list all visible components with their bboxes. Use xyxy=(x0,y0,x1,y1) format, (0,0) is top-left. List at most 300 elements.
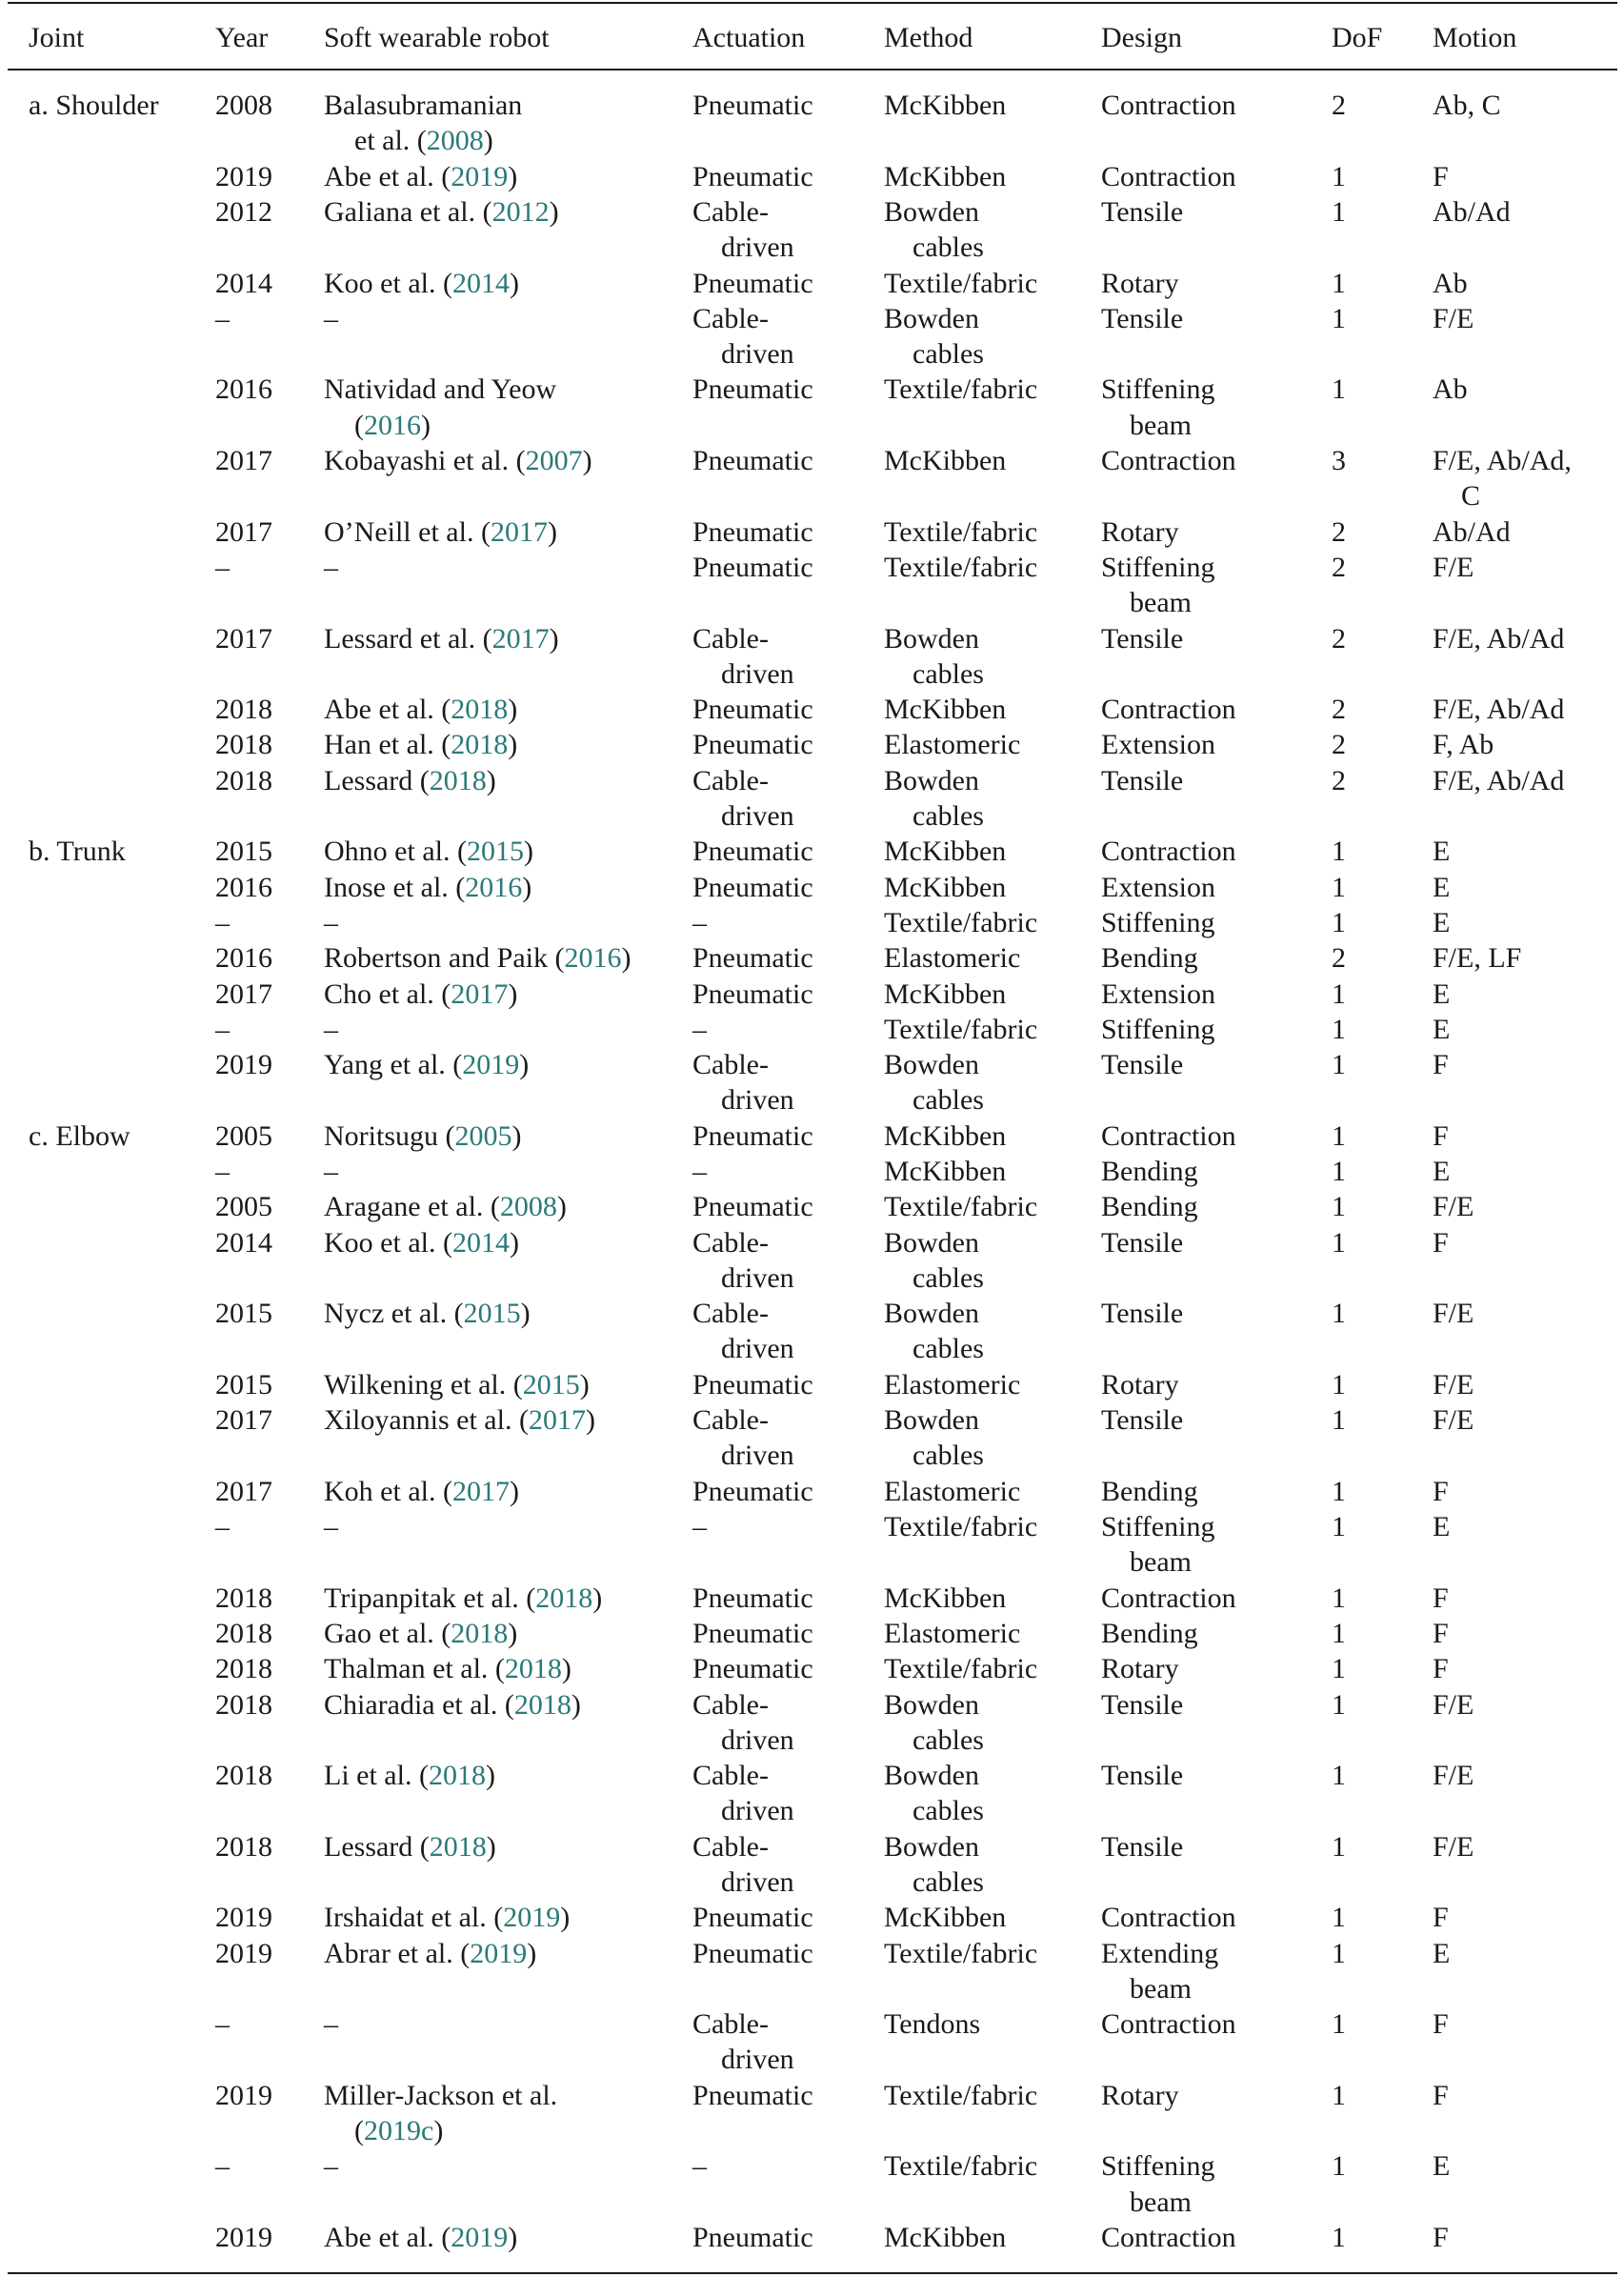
design-cell xyxy=(1101,1296,1183,1331)
motion-cell xyxy=(1433,870,1450,905)
robot-line xyxy=(324,2150,338,2182)
actuation-cell-line: Pneumatic xyxy=(692,942,813,975)
actuation-cell xyxy=(692,88,813,123)
actuation-cell-line: Pneumatic xyxy=(692,1937,813,1969)
actuation-cell xyxy=(692,834,813,869)
citation-year-link[interactable]: 2015 xyxy=(463,1298,521,1330)
method-cell-line: cables xyxy=(912,799,984,832)
motion-cell xyxy=(1433,977,1450,1012)
robot-cell xyxy=(324,727,517,762)
motion-cell xyxy=(1433,1687,1474,1723)
design-cell-line: Contraction xyxy=(1101,1902,1236,1934)
robot-cell xyxy=(324,1581,602,1616)
motion-cell xyxy=(1433,372,1468,407)
actuation-cell-line: Pneumatic xyxy=(692,1617,813,1649)
motion-cell-line: E xyxy=(1433,1511,1451,1542)
motion-cell xyxy=(1433,2220,1449,2255)
robot-cell xyxy=(324,194,559,230)
robot-text: Gao et al. ( xyxy=(324,1617,451,1649)
motion-cell xyxy=(1433,1367,1474,1402)
design-cell xyxy=(1101,1189,1198,1224)
citation-year-link[interactable]: 2017 xyxy=(451,1475,510,1507)
motion-cell-line: F/E xyxy=(1433,1298,1474,1330)
citation-year-link[interactable]: 2018 xyxy=(429,764,487,796)
robot-cell xyxy=(324,550,338,585)
method-cell-line: McKibben xyxy=(884,1119,1007,1152)
motion-cell-line: F xyxy=(1433,1049,1449,1081)
method-cell xyxy=(884,1047,984,1118)
citation-close: ) xyxy=(523,836,533,868)
citation-year-link[interactable]: 2014 xyxy=(451,267,510,299)
method-cell-line: McKibben xyxy=(884,1156,1007,1187)
method-cell-line: McKibben xyxy=(884,2222,1007,2253)
robot-text: Miller-Jackson et al. xyxy=(324,2079,558,2111)
actuation-cell xyxy=(692,514,813,550)
dof-cell: 1 xyxy=(1332,1191,1346,1223)
design-cell xyxy=(1101,1936,1218,2007)
robot-text: Abe et al. ( xyxy=(324,160,451,192)
citation-close: ) xyxy=(509,1475,519,1507)
actuation-cell xyxy=(692,977,813,1012)
robot-text: Koo et al. ( xyxy=(324,1226,452,1259)
method-cell xyxy=(884,1296,984,1367)
method-cell-line: Textile/fabric xyxy=(884,515,1038,548)
robot-cell xyxy=(324,1189,567,1224)
robot-line xyxy=(324,1902,570,1933)
motion-cell xyxy=(1433,1474,1449,1509)
motion-cell-line: F xyxy=(1433,160,1449,192)
method-cell xyxy=(884,727,1020,762)
year-cell: 2017 xyxy=(215,622,272,655)
actuation-cell xyxy=(692,940,813,976)
method-cell-line: Textile/fabric xyxy=(884,1653,1038,1685)
citation-year-link[interactable]: 2019 xyxy=(503,1902,561,1934)
citation-year-link[interactable]: 2018 xyxy=(504,1653,562,1685)
dof-cell: 1 xyxy=(1332,1511,1346,1542)
year-cell: 2015 xyxy=(215,1298,272,1330)
citation-close: ) xyxy=(571,1688,581,1721)
design-cell xyxy=(1101,1509,1214,1581)
actuation-cell xyxy=(692,1509,707,1544)
design-cell xyxy=(1101,905,1214,940)
robot-text: Abrar et al. ( xyxy=(324,1937,471,1969)
robot-line xyxy=(324,1618,517,1649)
actuation-cell-line: driven xyxy=(721,1261,794,1294)
year-cell: 2019 xyxy=(215,2079,272,2111)
citation-close: ) xyxy=(582,445,592,476)
motion-cell-line: E xyxy=(1433,1937,1451,1969)
robot-line xyxy=(324,303,338,334)
citation-year-link[interactable]: 2019 xyxy=(462,1049,520,1081)
header-design: Design xyxy=(1101,22,1182,53)
actuation-cell xyxy=(692,1687,794,1759)
method-cell-line: Elastomeric xyxy=(884,1617,1021,1649)
citation-year-link[interactable]: 2018 xyxy=(451,694,509,726)
year-cell: – xyxy=(215,302,230,334)
year-cell: 2018 xyxy=(215,1830,272,1863)
method-cell-line: Bowden xyxy=(884,1830,979,1863)
dof-cell: 1 xyxy=(1332,836,1346,868)
design-cell xyxy=(1101,1651,1179,1686)
citation-year-link[interactable]: 2018 xyxy=(429,1830,487,1863)
citation-close: ) xyxy=(579,1368,590,1400)
motion-cell-line: E xyxy=(1433,1156,1451,1187)
actuation-cell-line: Cable- xyxy=(692,622,769,655)
citation-year-link[interactable]: 2014 xyxy=(451,1226,510,1259)
robot-line xyxy=(324,2008,338,2040)
citation-year-link[interactable]: 2015 xyxy=(466,836,524,868)
robot-cell xyxy=(324,977,517,1012)
design-cell-line: Tensile xyxy=(1101,1760,1184,1792)
design-cell-line: Tensile xyxy=(1101,302,1184,334)
method-cell xyxy=(884,1189,1037,1224)
motion-cell-line: F/E, LF xyxy=(1433,942,1522,975)
robot-cell xyxy=(324,621,559,656)
citation-close: ) xyxy=(433,2115,444,2147)
citation-year-link[interactable]: 2019 xyxy=(470,1937,528,1969)
design-cell xyxy=(1101,940,1198,976)
method-cell xyxy=(884,870,1006,905)
year-cell: 2014 xyxy=(215,267,272,299)
citation-year-link[interactable]: 2017 xyxy=(490,515,548,548)
year-cell: 2018 xyxy=(215,694,272,726)
design-cell xyxy=(1101,194,1183,230)
actuation-cell-line: – xyxy=(692,906,707,938)
design-cell xyxy=(1101,2006,1236,2042)
year-cell: 2005 xyxy=(215,1119,272,1152)
dof-cell: 1 xyxy=(1332,1475,1346,1507)
actuation-cell-line: Cable- xyxy=(692,1830,769,1863)
header-actuation: Actuation xyxy=(692,22,806,53)
actuation-cell-line: Pneumatic xyxy=(692,515,813,548)
dof-cell: 3 xyxy=(1332,445,1346,476)
method-cell xyxy=(884,1118,1006,1154)
robot-text: Chiaradia et al. ( xyxy=(324,1688,514,1721)
robot-cell xyxy=(324,1402,595,1438)
method-cell xyxy=(884,372,1037,407)
motion-cell xyxy=(1433,1509,1450,1544)
citation-year-link[interactable]: 2016 xyxy=(564,942,622,975)
motion-cell xyxy=(1433,1651,1449,1686)
robot-text: Lessard et al. ( xyxy=(324,622,492,655)
citation-year-link[interactable]: 2019 xyxy=(451,160,509,192)
motion-cell xyxy=(1433,1581,1449,1616)
design-cell-line: Tensile xyxy=(1101,1688,1184,1721)
citation-year-link[interactable]: 2019c xyxy=(364,2115,434,2147)
citation-year-link[interactable]: 2007 xyxy=(525,445,583,476)
actuation-cell xyxy=(692,301,794,373)
header-dof: DoF xyxy=(1332,22,1383,53)
year-cell: 2015 xyxy=(215,1368,272,1400)
year-cell: 2016 xyxy=(215,871,272,903)
design-cell-line: Tensile xyxy=(1101,1404,1184,1437)
motion-cell-line: F/E xyxy=(1433,1830,1474,1863)
year-cell: 2018 xyxy=(215,1653,272,1685)
method-cell xyxy=(884,1581,1006,1616)
design-cell xyxy=(1101,1687,1183,1723)
robot-line xyxy=(324,1227,519,1259)
year-cell: 2017 xyxy=(215,1404,272,1437)
design-cell xyxy=(1101,1225,1183,1260)
robot-line xyxy=(324,1511,338,1542)
method-cell-line: cables xyxy=(912,1084,984,1117)
motion-cell-line: E xyxy=(1433,906,1451,938)
citation-close: ) xyxy=(561,1653,571,1685)
year-cell: 2016 xyxy=(215,373,272,406)
robot-line xyxy=(324,445,592,476)
robot-cell xyxy=(324,692,517,727)
actuation-cell-line: Pneumatic xyxy=(692,551,813,583)
citation-close: ) xyxy=(520,1298,531,1330)
dof-cell: 2 xyxy=(1332,729,1346,761)
motion-cell-line: C xyxy=(1461,480,1481,513)
robot-cell xyxy=(324,1900,570,1935)
robot-text: Lessard ( xyxy=(324,1830,430,1863)
design-cell-line: Stiffening xyxy=(1101,373,1215,406)
design-cell xyxy=(1101,1118,1236,1154)
robot-line xyxy=(324,872,531,903)
design-cell xyxy=(1101,514,1179,550)
citation-close: ) xyxy=(483,125,493,157)
dof-cell: 2 xyxy=(1332,622,1346,655)
method-cell xyxy=(884,159,1006,194)
actuation-cell xyxy=(692,194,794,266)
design-cell-line: Contraction xyxy=(1101,445,1236,476)
robot-cell xyxy=(324,1154,338,1189)
robot-text: Koh et al. ( xyxy=(324,1475,452,1507)
dof-cell: 1 xyxy=(1332,906,1346,938)
method-cell xyxy=(884,443,1006,478)
design-cell-line: beam xyxy=(1130,409,1192,441)
dof-cell: 1 xyxy=(1332,373,1346,406)
robot-cell xyxy=(324,514,557,550)
dof-cell: 1 xyxy=(1332,1013,1346,1045)
actuation-cell xyxy=(692,2148,707,2184)
method-cell-line: cables xyxy=(912,1795,984,1827)
actuation-cell-line: Pneumatic xyxy=(692,1475,813,1507)
method-cell xyxy=(884,1829,984,1901)
actuation-cell-line: Pneumatic xyxy=(692,1582,813,1614)
design-cell-line: Bending xyxy=(1101,942,1198,975)
robot-text: – xyxy=(324,2008,338,2041)
design-cell xyxy=(1101,1402,1183,1438)
robot-line xyxy=(324,694,517,725)
actuation-cell-line: Cable- xyxy=(692,302,769,334)
actuation-cell-line: Cable- xyxy=(692,1760,769,1792)
design-cell xyxy=(1101,372,1214,443)
citation-year-link[interactable]: 2012 xyxy=(491,195,550,228)
dof-cell: 1 xyxy=(1332,267,1346,299)
actuation-cell xyxy=(692,1474,813,1509)
actuation-cell-line: Pneumatic xyxy=(692,871,813,903)
robot-line xyxy=(324,2113,557,2148)
method-cell xyxy=(884,1474,1020,1509)
method-cell-line: Elastomeric xyxy=(884,1475,1021,1507)
citation-year-link[interactable]: 2016 xyxy=(364,409,421,441)
robot-cell xyxy=(324,1367,590,1402)
method-cell-line: Textile/fabric xyxy=(884,373,1038,406)
robot-cell xyxy=(324,159,517,194)
dof-cell: 1 xyxy=(1332,1582,1346,1614)
design-cell xyxy=(1101,1758,1183,1793)
design-cell-line: Contraction xyxy=(1101,160,1236,192)
robot-cell xyxy=(324,1936,536,1971)
method-cell xyxy=(884,1616,1020,1651)
actuation-cell xyxy=(692,1758,794,1829)
robot-line xyxy=(324,1014,338,1045)
citation-year-link[interactable]: 2008 xyxy=(426,125,484,157)
year-cell: 2019 xyxy=(215,2222,272,2253)
actuation-cell-line: driven xyxy=(721,1084,794,1117)
robot-line xyxy=(324,2080,557,2111)
citation-close: ) xyxy=(585,1404,595,1437)
actuation-cell xyxy=(692,692,813,727)
robot-text: Koo et al. ( xyxy=(324,267,452,299)
actuation-cell-line: driven xyxy=(721,799,794,832)
actuation-cell-line: Cable- xyxy=(692,1226,769,1259)
citation-year-link[interactable]: 2017 xyxy=(491,622,550,655)
motion-cell xyxy=(1433,2078,1449,2113)
dof-cell: 1 xyxy=(1332,1049,1346,1081)
citation-year-link[interactable]: 2018 xyxy=(451,729,509,761)
design-cell xyxy=(1101,1829,1183,1864)
design-cell-line: Extension xyxy=(1101,977,1215,1010)
actuation-cell-line: Pneumatic xyxy=(692,977,813,1010)
motion-cell xyxy=(1433,834,1450,869)
method-cell-line: McKibben xyxy=(884,1582,1007,1614)
robot-line xyxy=(324,268,519,299)
robot-line xyxy=(324,1298,531,1329)
robot-cell xyxy=(324,870,531,905)
robot-cell xyxy=(324,1616,517,1651)
robot-cell xyxy=(324,1012,338,1047)
dof-cell: 2 xyxy=(1332,551,1346,583)
robot-line xyxy=(324,373,556,405)
citation-close: ) xyxy=(509,267,519,299)
citation-close: ) xyxy=(522,871,532,903)
method-cell xyxy=(884,1651,1037,1686)
motion-cell-line: F/E xyxy=(1433,1404,1474,1437)
citation-year-link[interactable]: 2019 xyxy=(451,2222,509,2253)
design-cell-line: Bending xyxy=(1101,1156,1198,1187)
dof-cell: 1 xyxy=(1332,1830,1346,1863)
design-cell xyxy=(1101,1474,1198,1509)
design-cell xyxy=(1101,1047,1183,1082)
robot-text: – xyxy=(324,551,338,583)
motion-cell xyxy=(1433,1225,1449,1260)
motion-cell-line: E xyxy=(1433,1013,1451,1045)
method-cell xyxy=(884,1687,984,1759)
robot-cell xyxy=(324,1687,581,1723)
citation-year-link[interactable]: 2016 xyxy=(465,871,523,903)
motion-cell xyxy=(1433,159,1449,194)
actuation-cell xyxy=(692,905,707,940)
method-cell xyxy=(884,834,1006,869)
method-cell xyxy=(884,977,1006,1012)
method-cell-line: Textile/fabric xyxy=(884,1511,1038,1542)
citation-close: ) xyxy=(508,2222,518,2253)
dof-cell: 1 xyxy=(1332,1617,1346,1649)
actuation-cell xyxy=(692,2220,813,2255)
citation-year-link[interactable]: 2017 xyxy=(528,1404,586,1437)
actuation-cell xyxy=(692,727,813,762)
year-cell: 2018 xyxy=(215,729,272,761)
motion-cell xyxy=(1433,692,1564,727)
design-cell-line: beam xyxy=(1130,1972,1192,2005)
dof-cell: 1 xyxy=(1332,977,1346,1010)
motion-cell-line: Ab xyxy=(1433,373,1468,406)
header-year: Year xyxy=(215,22,269,53)
actuation-cell-line: Pneumatic xyxy=(692,445,813,476)
design-cell-line: Rotary xyxy=(1101,515,1179,548)
method-cell-line: McKibben xyxy=(884,1902,1007,1934)
actuation-cell-line: – xyxy=(692,1511,707,1542)
actuation-cell xyxy=(692,1936,813,1971)
robot-text: Thalman et al. ( xyxy=(324,1653,505,1685)
citation-year-link[interactable]: 2017 xyxy=(451,977,509,1010)
citation-close: ) xyxy=(527,1937,537,1969)
robot-cell xyxy=(324,2006,338,2042)
design-cell-line: Tensile xyxy=(1101,1830,1184,1863)
table-top-rule xyxy=(8,2,1617,4)
citation-year-link[interactable]: 2005 xyxy=(454,1119,512,1152)
motion-cell-line: F xyxy=(1433,2222,1449,2253)
actuation-cell-line: Cable- xyxy=(692,1298,769,1330)
design-cell xyxy=(1101,550,1214,621)
robot-text: Kobayashi et al. ( xyxy=(324,445,526,476)
robot-cell xyxy=(324,2148,338,2184)
robot-cell xyxy=(324,905,338,940)
robot-line xyxy=(324,1831,496,1863)
year-cell: 2019 xyxy=(215,1049,272,1081)
dof-cell: 2 xyxy=(1332,694,1346,726)
robot-cell xyxy=(324,1474,519,1509)
robot-cell xyxy=(324,1225,519,1260)
method-cell xyxy=(884,301,984,373)
design-cell xyxy=(1101,1900,1236,1935)
motion-cell xyxy=(1433,443,1572,514)
citation-year-link[interactable]: 2008 xyxy=(499,1191,557,1223)
header-method: Method xyxy=(884,22,973,53)
motion-cell-line: F xyxy=(1433,1119,1449,1152)
citation-year-link[interactable]: 2018 xyxy=(513,1688,571,1721)
citation-year-link[interactable]: 2018 xyxy=(535,1582,593,1614)
motion-cell xyxy=(1433,301,1474,336)
motion-cell-line: F xyxy=(1433,2079,1449,2111)
motion-cell xyxy=(1433,550,1474,585)
motion-cell xyxy=(1433,1900,1449,1935)
motion-cell-line: F/E, Ab/Ad xyxy=(1433,764,1565,796)
citation-close: ) xyxy=(549,622,559,655)
robot-line xyxy=(324,1653,571,1684)
method-cell-line: McKibben xyxy=(884,871,1007,903)
method-cell xyxy=(884,1509,1037,1544)
actuation-cell-line: Cable- xyxy=(692,1688,769,1721)
design-cell-line: Rotary xyxy=(1101,1368,1179,1400)
motion-cell xyxy=(1433,194,1511,230)
design-cell-line: Stiffening xyxy=(1101,1511,1215,1542)
actuation-cell-line: Pneumatic xyxy=(692,836,813,868)
method-cell xyxy=(884,2148,1037,2184)
method-cell xyxy=(884,905,1037,940)
citation-year-link[interactable]: 2015 xyxy=(522,1368,580,1400)
citation-year-link[interactable]: 2018 xyxy=(451,1617,509,1649)
citation-year-link[interactable]: 2018 xyxy=(428,1760,486,1792)
header-joint: Joint xyxy=(29,22,85,53)
year-cell: 2019 xyxy=(215,1902,272,1934)
motion-cell xyxy=(1433,1154,1450,1189)
method-cell-line: cables xyxy=(912,1333,984,1365)
